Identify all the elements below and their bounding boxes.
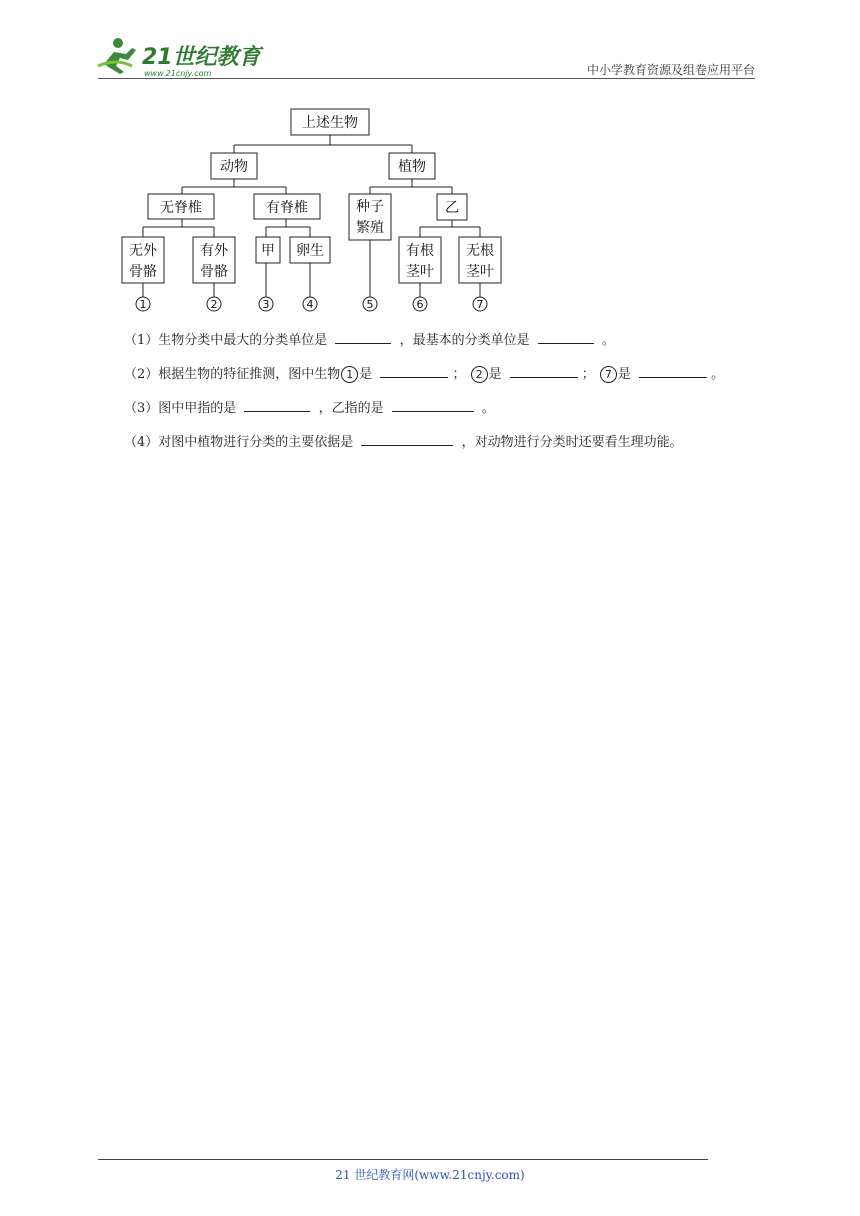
question-3: （3）图中甲指的是 ，乙指的是 。 — [124, 398, 764, 419]
node-plants: 植物 — [398, 159, 426, 175]
node-yi: 乙 — [445, 200, 459, 216]
answer-blank-1b[interactable] — [538, 330, 594, 344]
question-4: （4）对图中植物进行分类的主要依据是 ，对动物进行分类时还要看生理功能。 — [124, 432, 764, 453]
question-2: （2）根据生物的特征推测，图中生物 1 是 ； 2 是 ； 7 是 。 — [124, 364, 764, 385]
node-no-root-line1: 无根 — [466, 243, 494, 259]
answer-blank-2a[interactable] — [380, 364, 448, 378]
node-no-exo-line1: 无外 — [129, 243, 157, 259]
node-has-exo-line2: 骨骼 — [200, 264, 228, 280]
circled-number-7: 7 — [600, 366, 617, 383]
footer-link[interactable]: 21 世纪教育网(www.21cnjy.com) — [335, 1168, 525, 1182]
logo-url: www.21cnjy.com — [144, 69, 212, 78]
node-no-root-line2: 茎叶 — [466, 264, 494, 280]
site-tagline: 中小学教育资源及组卷应用平台 — [586, 63, 755, 77]
answer-blank-4a[interactable] — [361, 432, 453, 446]
node-seed-line2: 繁殖 — [356, 220, 384, 236]
num-7: 7 — [476, 298, 484, 311]
circled-number-1: 1 — [341, 366, 358, 383]
num-2: 2 — [210, 298, 218, 311]
num-6: 6 — [416, 298, 424, 311]
num-3: 3 — [262, 298, 270, 311]
node-seed-line1: 种子 — [356, 199, 384, 215]
num-1: 1 — [139, 298, 147, 311]
answer-blank-2b[interactable] — [510, 364, 578, 378]
logo-title: 21世纪教育 — [142, 45, 261, 70]
node-animals: 动物 — [220, 159, 248, 175]
circled-number-2: 2 — [471, 366, 488, 383]
node-oviparous: 卵生 — [296, 243, 324, 259]
question-1: （1）生物分类中最大的分类单位是 ，最基本的分类单位是 。 — [124, 330, 764, 351]
question-list — [124, 330, 764, 466]
node-has-exo-line1: 有外 — [200, 243, 228, 259]
footer-divider — [98, 1159, 708, 1160]
node-root-stem-line1: 有根 — [406, 243, 434, 259]
node-jia: 甲 — [261, 243, 275, 259]
answer-blank-3b[interactable] — [392, 398, 474, 412]
node-root: 上述生物 — [302, 115, 358, 131]
num-4: 4 — [306, 298, 314, 311]
answer-blank-3a[interactable] — [244, 398, 310, 412]
node-invertebrate: 无脊椎 — [160, 200, 202, 216]
site-logo — [96, 36, 266, 80]
node-root-stem-line2: 茎叶 — [406, 264, 434, 280]
node-no-exo-line2: 骨骼 — [129, 264, 157, 280]
node-vertebrate: 有脊椎 — [266, 200, 308, 216]
runner-logo-icon — [96, 36, 266, 80]
answer-blank-2c[interactable] — [639, 364, 707, 378]
answer-blank-1a[interactable] — [335, 330, 391, 344]
header-divider — [98, 78, 755, 79]
num-5: 5 — [366, 298, 374, 311]
classification-tree — [110, 105, 530, 320]
